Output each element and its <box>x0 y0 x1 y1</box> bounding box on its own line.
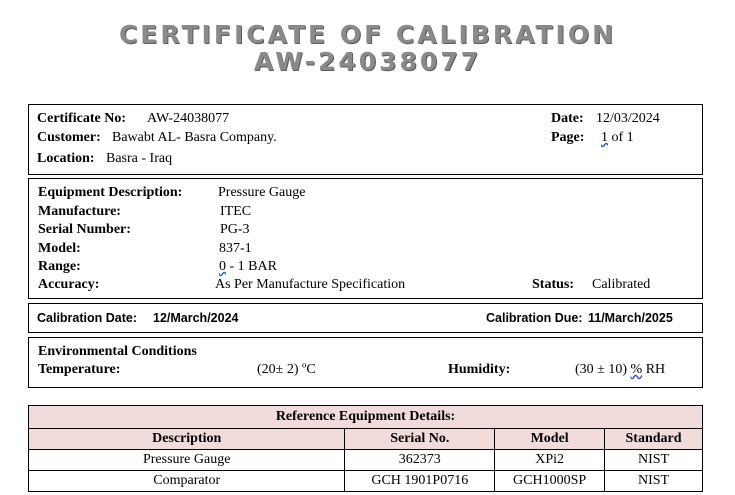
temperature-value: (20± 2) ºC <box>257 362 316 377</box>
column-header-standard: Standard <box>605 429 703 450</box>
humidity-value: (30 ± 10) % RH <box>575 362 666 377</box>
column-header-model: Model <box>495 429 605 450</box>
range-value: 0 - 1 BAR <box>219 259 277 274</box>
column-header-description: Description <box>29 429 345 450</box>
reference-equipment-table <box>28 405 703 492</box>
table-cell: XPi2 <box>495 450 605 471</box>
status-label: Status: <box>532 277 575 292</box>
table-row <box>29 471 703 492</box>
environment-heading: Environmental Conditions <box>38 344 197 359</box>
reference-table-caption: Reference Equipment Details: <box>29 406 703 429</box>
calibration-date-value: 12/March/2024 <box>153 311 239 325</box>
model-value: 837-1 <box>219 241 252 256</box>
certificate-value: AW-24038077 <box>147 111 230 126</box>
calibration-date-label: Calibration Date: <box>37 311 138 325</box>
customer-label: Customer: <box>37 130 101 145</box>
table-cell: GCH1000SP <box>495 471 605 492</box>
table-cell: Pressure Gauge <box>29 450 345 471</box>
humidity-label: Humidity: <box>448 362 511 377</box>
serial-number-value: PG-3 <box>220 222 250 237</box>
column-header-serial: Serial No. <box>345 429 495 450</box>
location-value: Basra - Iraq <box>106 151 173 166</box>
range-label: Range: <box>38 259 81 274</box>
accuracy-label: Accuracy: <box>38 277 100 292</box>
calibration-due-value: 11/March/2025 <box>588 311 673 325</box>
equipment-description-value: Pressure Gauge <box>218 185 306 200</box>
equipment-description-label: Equipment Description: <box>38 185 183 200</box>
table-cell: NIST <box>605 471 703 492</box>
table-cell: 362373 <box>345 450 495 471</box>
page-value: 1 of 1 <box>601 130 634 145</box>
table-row <box>29 450 703 471</box>
date-value: 12/03/2024 <box>596 111 660 126</box>
table-cell: NIST <box>605 450 703 471</box>
table-cell: GCH 1901P0716 <box>345 471 495 492</box>
page-label: Page: <box>551 130 585 145</box>
customer-value: Bawabt AL- Basra Company. <box>112 130 277 145</box>
status-value: Calibrated <box>592 277 651 292</box>
certificate-title: CERTIFICATE OF CALIBRATION <box>118 20 617 49</box>
model-label: Model: <box>38 241 81 256</box>
location-label: Location: <box>37 151 95 166</box>
manufacture-value: ITEC <box>220 204 252 219</box>
manufacture-label: Manufacture: <box>38 204 121 219</box>
serial-number-label: Serial Number: <box>38 222 131 237</box>
table-cell: Comparator <box>29 471 345 492</box>
certificate-label: Certificate No: <box>37 111 127 126</box>
accuracy-value: As Per Manufacture Specification <box>215 277 406 292</box>
certificate-number-title: AW-24038077 <box>253 47 482 76</box>
calibration-due-label: Calibration Due: <box>486 311 583 325</box>
temperature-label: Temperature: <box>38 362 121 377</box>
date-label: Date: <box>551 111 584 126</box>
